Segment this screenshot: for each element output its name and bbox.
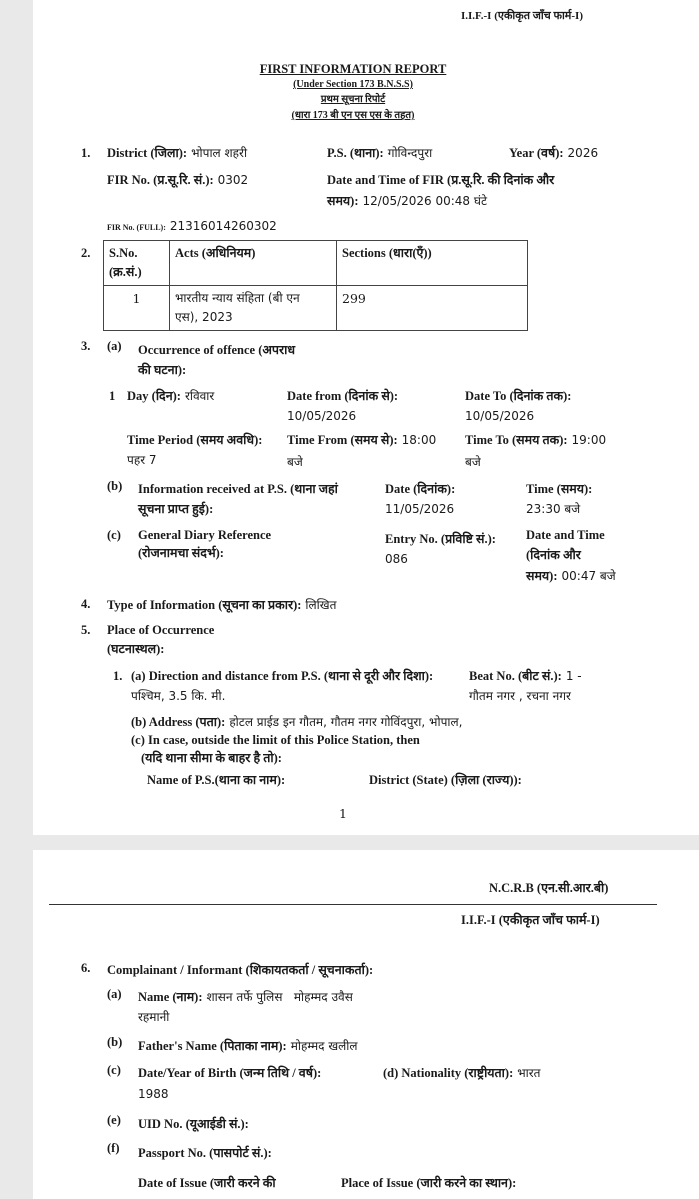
district-value: भोपाल शहरी xyxy=(191,146,248,160)
item-letter: (c) xyxy=(107,1063,121,1077)
act-line1: भारतीय न्याय संहिता (बी एन xyxy=(175,291,300,305)
beat-field xyxy=(469,668,582,684)
ps-label: P.S. (थाना): xyxy=(327,146,384,160)
father-name-field xyxy=(138,1038,358,1054)
acts-table-header xyxy=(104,241,528,286)
fir-number-field xyxy=(107,172,248,188)
gd-datetime-label-3: समय): xyxy=(526,569,558,583)
issue-place-label: Place of Issue (जारी करने का स्थान): xyxy=(341,1176,517,1190)
direction-label: (a) Direction and distance from P.S. (थाना से दूरी और दिशा): xyxy=(131,669,434,683)
fir-datetime-label: Date and Time of FIR (प्र.सू.रि. की दिनांक और xyxy=(327,173,555,187)
occurrence-number: 1 xyxy=(109,389,116,403)
info-type-field xyxy=(107,597,336,613)
form-label: I.I.F.-I (एकीकृत जाँच फार्म-I) xyxy=(461,913,600,927)
sno-cell: 1 xyxy=(104,286,170,331)
item-letter: (a) xyxy=(107,339,122,353)
sections-header: Sections (धारा(एँ)) xyxy=(337,241,528,286)
direction-value: पश्चिम, 3.5 कि. मी. xyxy=(131,689,226,703)
father-name-label: Father's Name (पिताका नाम): xyxy=(138,1039,287,1053)
fir-number-label: FIR No. (प्र.सू.रि. सं.): xyxy=(107,173,214,187)
section-number: 5. xyxy=(81,623,91,637)
sno-header-line2: (क्र.सं.) xyxy=(109,265,142,279)
fir-datetime-field xyxy=(327,193,487,209)
gd-datetime-label-2: (दिनांक और xyxy=(526,548,581,562)
fir-full-label: FIR No. (FULL): xyxy=(107,223,166,232)
uid-label: UID No. (यूआईडी सं.): xyxy=(138,1117,249,1131)
time-period-value: पहर 7 xyxy=(127,453,157,467)
time-from-field xyxy=(287,432,436,448)
item-letter: (c) xyxy=(107,528,121,542)
gd-reference-label-2: (रोजनामचा संदर्भ): xyxy=(138,546,224,560)
beat-label: Beat No. (बीट सं.): xyxy=(469,669,562,683)
section-number: 4. xyxy=(81,597,91,611)
date-to-label: Date To (दिनांक तक): xyxy=(465,389,572,403)
ps-name-label: Name of P.S.(थाना का नाम): xyxy=(147,773,286,787)
district-field xyxy=(107,145,247,161)
nationality-label: (d) Nationality (राष्ट्रीयता): xyxy=(383,1066,514,1080)
time-from-unit: बजे xyxy=(287,455,303,469)
occurrence-label-2: की घटना): xyxy=(138,363,187,377)
entry-number-value: 086 xyxy=(385,552,408,566)
name-value-2: रहमानी xyxy=(138,1010,170,1024)
info-type-value: लिखित xyxy=(305,598,337,612)
gd-datetime-value: 00:47 बजे xyxy=(561,569,616,583)
received-time-label: Time (समय): xyxy=(526,482,593,496)
act-line2: एस), 2023 xyxy=(175,310,233,324)
name-value-1: शासन तर्फे पुलिस मोहम्मद उवैस xyxy=(206,990,353,1004)
section-cell: 299 xyxy=(337,286,528,331)
day-label: Day (दिन): xyxy=(127,389,181,403)
sno-header-line1: S.No. xyxy=(109,246,138,260)
ncrb-label: N.C.R.B (एन.सी.आर.बी) xyxy=(489,881,609,895)
address-value: होटल प्राईड इन गौतम, गौतम नगर गोविंदपुरा, भोपाल, xyxy=(229,715,463,729)
time-from-value: 18:00 xyxy=(401,433,437,447)
section-number: 1. xyxy=(81,146,91,160)
outside-limit-label: (c) In case, outside the limit of this Police Station, then xyxy=(131,733,420,747)
time-to-label: Time To (समय तक): xyxy=(465,433,568,447)
time-to-field xyxy=(465,432,606,448)
nationality-value: भारत xyxy=(517,1066,541,1080)
place-number: 1. xyxy=(113,669,123,683)
received-date-label: Date (दिनांक): xyxy=(385,482,456,496)
father-name-value: मोहम्मद खलील xyxy=(290,1039,358,1053)
item-letter: (f) xyxy=(107,1141,120,1155)
address-field xyxy=(131,714,462,730)
year-label: Year (वर्ष): xyxy=(509,146,564,160)
section-number: 2. xyxy=(81,246,91,260)
item-letter: (b) xyxy=(107,479,123,493)
ps-value: गोविन्दपुरा xyxy=(387,146,433,160)
ps-field xyxy=(327,145,432,161)
date-from-value: 10/05/2026 xyxy=(287,409,357,423)
beat-value-1: 1 - xyxy=(565,669,582,683)
header-divider xyxy=(49,904,657,905)
fir-page-1 xyxy=(33,0,699,835)
received-date-value: 11/05/2026 xyxy=(385,502,455,516)
fir-number-value: 0302 xyxy=(217,173,249,187)
beat-value-2: गौतम नगर , रचना नगर xyxy=(469,689,571,703)
info-received-label-2: सूचना प्राप्त हुई): xyxy=(138,502,214,516)
info-type-label: Type of Information (सूचना का प्रकार): xyxy=(107,598,302,612)
complainant-name-field xyxy=(138,989,353,1005)
fir-datetime-value: 12/05/2026 00:48 घंटे xyxy=(362,194,488,208)
address-label: (b) Address (पता): xyxy=(131,715,226,729)
report-subtitle: (Under Section 173 B.N.S.S) xyxy=(293,79,413,90)
report-title-hindi: प्रथम सूचना रिपोर्ट xyxy=(320,94,386,105)
page-number: 1 xyxy=(339,806,347,821)
fir-full-value: 21316014260302 xyxy=(169,219,277,233)
complainant-label: Complainant / Informant (शिकायतकर्ता / सूचनाकर्ता): xyxy=(107,963,374,977)
dob-value: 1988 xyxy=(138,1087,169,1101)
entry-number-label: Entry No. (प्रविष्टि सं.): xyxy=(385,532,496,546)
name-label: Name (नाम): xyxy=(138,990,203,1004)
sno-header xyxy=(104,241,170,286)
report-title: FIRST INFORMATION REPORT xyxy=(259,62,447,76)
dob-label: Date/Year of Birth (जन्म तिथि / वर्ष): xyxy=(138,1066,322,1080)
place-label-2: (घटनास्थल): xyxy=(107,642,165,656)
time-from-label: Time From (समय से): xyxy=(287,433,398,447)
day-value: रविवार xyxy=(184,389,215,403)
info-received-label-1: Information received at P.S. (थाना जहां xyxy=(138,482,338,496)
form-label: I.I.F.-I (एकीकृत जाँच फार्म-I) xyxy=(461,10,583,22)
gd-reference-label-1: General Diary Reference xyxy=(138,528,272,542)
report-subtitle-hindi: (धारा 173 बी एन एस एस के तहत) xyxy=(291,110,415,121)
item-letter: (a) xyxy=(107,987,122,1001)
time-to-unit: बजे xyxy=(465,455,481,469)
fir-page-2 xyxy=(33,850,699,1199)
table-row xyxy=(104,286,528,331)
acts-table xyxy=(103,240,528,331)
section-number: 3. xyxy=(81,339,91,353)
nationality-field xyxy=(383,1065,541,1081)
gd-datetime-field xyxy=(526,568,616,584)
issue-date-label: Date of Issue (जारी करने की xyxy=(138,1176,276,1190)
outside-district-label: District (State) (ज़िला (राज्य)): xyxy=(369,773,522,787)
day-field xyxy=(127,388,214,404)
date-from-label: Date from (दिनांक से): xyxy=(287,389,399,403)
date-to-value: 10/05/2026 xyxy=(465,409,535,423)
fir-full-field xyxy=(107,218,277,236)
item-letter: (e) xyxy=(107,1113,121,1127)
section-number: 6. xyxy=(81,961,91,975)
act-cell xyxy=(170,286,337,331)
acts-header: Acts (अधिनियम) xyxy=(170,241,337,286)
received-time-value: 23:30 बजे xyxy=(526,502,581,516)
time-period-label: Time Period (समय अवधि): xyxy=(127,433,263,447)
passport-label: Passport No. (पासपोर्ट सं.): xyxy=(138,1146,272,1160)
item-letter: (b) xyxy=(107,1035,123,1049)
occurrence-label-1: Occurrence of offence (अपराध xyxy=(138,343,296,357)
district-label: District (जिला): xyxy=(107,146,188,160)
gd-datetime-label-1: Date and Time xyxy=(526,528,605,542)
outside-limit-label-hindi: (यदि थाना सीमा के बाहर है तो): xyxy=(141,751,282,765)
fir-datetime-label-2: समय): xyxy=(327,194,359,208)
place-label-1: Place of Occurrence xyxy=(107,623,215,637)
year-field xyxy=(509,145,598,161)
year-value: 2026 xyxy=(567,146,599,160)
time-to-value: 19:00 xyxy=(571,433,607,447)
